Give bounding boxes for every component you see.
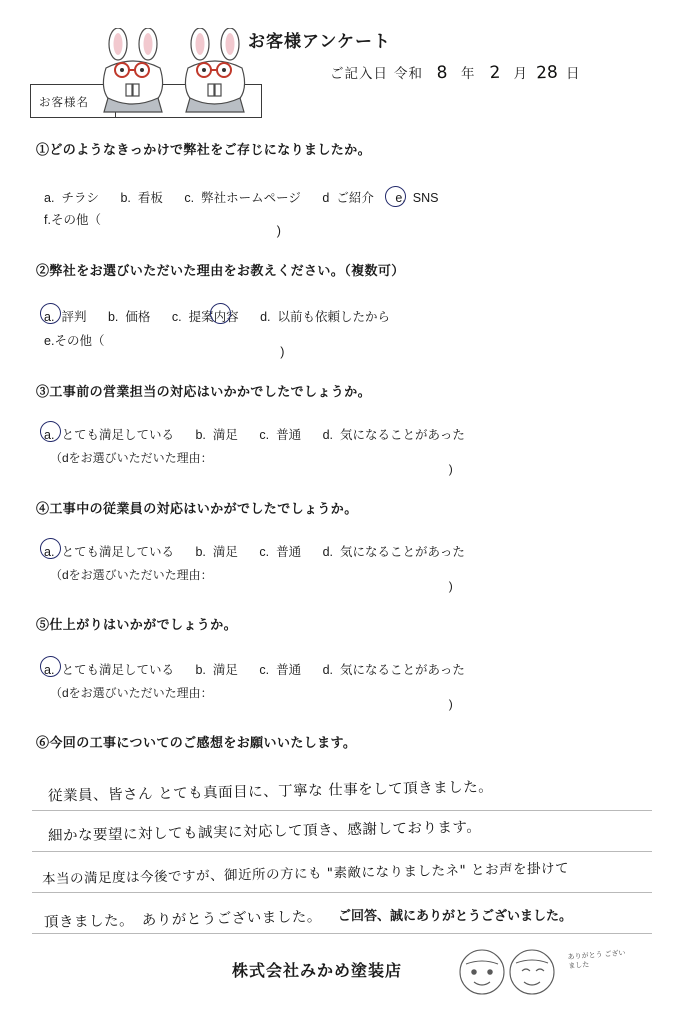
question-6-text: 今回の工事についてのご感想をお願いいたします。 [49,735,357,750]
question-2-text: 弊社をお選びいただいた理由をお教えください。（複数可） [49,263,405,278]
q1-option-e[interactable]: e. SNS [395,191,439,205]
question-4-options [44,542,483,560]
q4-reason-line[interactable]: （dをお選びいただいた理由： [50,568,213,582]
question-4-text: 工事中の従業員の対応はいかがでしたでしょうか。 [49,501,358,516]
question-4-number: ④ [36,501,50,516]
thanks-text: ご回答、誠にありがとうございました。 [338,908,573,923]
company-name: 株式会社みかめ塗装店 [232,963,403,980]
question-6-heading [36,732,356,751]
year-unit: 年 [461,66,476,81]
question-3-options [44,425,483,443]
q2-option-b[interactable]: b. 価格 [107,310,151,324]
question-4-heading [36,498,358,517]
q1-option-b[interactable]: b. 看板 [120,191,163,205]
question-5-text: 仕上がりはいかがでしょうか。 [49,617,238,632]
free-comment-line-1: 従業員、皆さん とても真面目に、丁寧な 仕事をして頂きました。 [47,779,494,805]
free-comment-line-4: 頂きました。 ありがとうございました。 [43,909,322,931]
question-5-heading [36,614,237,633]
mascot-illustration [96,28,266,116]
era-label: 令和 [394,66,423,81]
month-value: 2 [488,62,501,84]
q3-option-d[interactable]: d. 気になることがあった [322,428,465,442]
day-unit: 日 [566,66,581,81]
question-3-text: 工事前の営業担当の対応はいかかでしたでしょうか。 [49,384,372,399]
question-3-heading [36,381,371,400]
entry-date-row [330,62,581,83]
question-2-heading [36,260,405,279]
q3-reason-line[interactable]: （dをお選びいただいた理由： [50,451,213,465]
q1-option-c[interactable]: c. 弊社ホームページ [184,191,301,205]
q3-option-c[interactable]: c. 普通 [259,428,302,442]
question-1-number: ① [36,142,50,157]
q2-option-c[interactable]: c. 提案内容 [171,310,239,324]
q4-option-d[interactable]: d. 気になることがあった [322,545,465,559]
q5-option-c[interactable]: c. 普通 [259,663,302,677]
question-1-heading [36,139,371,158]
question-6-number: ⑥ [36,735,50,750]
q1-option-d[interactable]: d ご紹介 [322,191,374,205]
question-2-number: ② [36,263,50,278]
q1-option-a[interactable]: a. チラシ [44,191,99,205]
q4-option-b[interactable]: b. 満足 [195,545,238,559]
q2-option-e-other[interactable]: e.その他（ [44,334,105,348]
q4-option-a[interactable]: a. とても満足している [44,545,174,559]
question-5-number: ⑤ [36,617,50,632]
page-title: お客様アンケート [248,32,391,51]
q5-option-b[interactable]: b. 満足 [195,663,238,677]
stamp-note: ありがとう ございました [567,950,626,970]
entry-date-label: ご記入日 [330,66,388,81]
q5-option-a[interactable]: a. とても満足している [44,663,174,677]
q3-option-b[interactable]: b. 満足 [195,428,238,442]
q1-option-f-other[interactable]: f.その他（ [44,213,101,227]
question-5-options [44,660,483,678]
q3-option-a[interactable]: a. とても満足している [44,428,174,442]
q2-option-d[interactable]: d. 以前も依頼したから [260,310,391,324]
year-value: 8 [436,62,448,84]
q2-option-a[interactable]: a. 評判 [44,310,87,324]
question-1-text: どのようなきっかけで弊社をご存じになりましたか。 [49,142,372,157]
free-comment-line-2: 細かな要望に対しても誠実に対応して頂き、感謝しております。 [47,819,482,845]
customer-name-label: お客様名 [39,97,89,109]
day-value: 28 [535,62,559,84]
q5-option-d[interactable]: d. 気になることがあった [322,663,465,677]
month-unit: 月 [513,66,528,81]
q4-option-c[interactable]: c. 普通 [259,545,302,559]
q5-reason-line[interactable]: （dをお選びいただいた理由： [50,686,213,700]
free-comment-line-3: 本当の満足度は今後ですが、御近所の方にも "素敵になりましたネ" とお声を掛けて [41,860,570,888]
question-3-number: ③ [36,384,50,399]
